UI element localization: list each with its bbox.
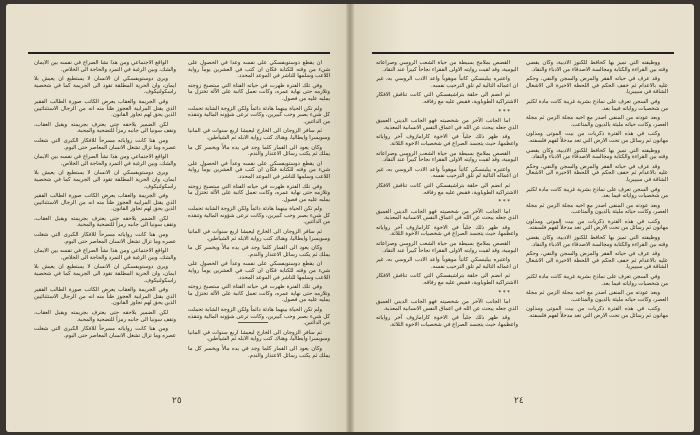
paragraph: ان يقطع دوستويفسكي على نفسه وعداً في الحصول على شيء من وقته للكتابة فكان ان كتب في العشرين يوماً رواية اللاعب وسلمها للناشر في الموعد المحدد. (188, 60, 330, 80)
paragraph: ويرى دوستويفسكي ان الانسان لا يستطيع ان يعيش بلا ايمان، وان الحرية المطلقة تقود الى الجريمة كما في شخصية راسكولنيكوف. (34, 76, 176, 96)
paragraph: وكتب في هذه الفترة ذكريات من بيت الموتى ومذلون مهانون ثم رسائل من تحت الارض التي تعد مدخلاً لفهم فلسفته. (526, 306, 668, 319)
paragraph: وفي السجن تعرف على نماذج بشرية غريبة كانت مادة لكثير من شخصيات رواياته فيما بعد. (526, 98, 668, 112)
paragraph: * * * (498, 108, 510, 115)
paragraph: ولم تكن الحياة بينهما هادئة دائماً ولكن الزوجة الشابة تحملت كل شيء بصبر وحب كبيرين، وكانت ترعى شؤونه المالية وتنقذه من الدائنين. (188, 206, 330, 226)
paragraph: وقد ظهر ذلك جلياً في الاخوة كارامازوف آخر رواياته واعظمها، حيث يتجسد الصراع في شخصيات الاخوة الثلاثة. (376, 224, 518, 238)
text-column (526, 60, 668, 390)
paragraph: وفي الجريمة والعقاب يعرض الكاتب صورة الطالب الفقير الذي يقتل المرابية العجوز ظناً منه انه من الرجال الاستثنائيين الذين يحق لهم تجاوز القانون. (34, 193, 176, 213)
paragraph: وقد عرف في حياته الفقر والمرض والسجن والنفي، وحكم عليه بالاعدام ثم خفف الحكم في اللحظة الاخيرة الى الاشغال الشاقة في سيبيريا. (526, 76, 668, 96)
right-page (354, 4, 694, 432)
paragraph: ويرى دوستويفسكي ان الانسان لا يستطيع ان يعيش بلا ايمان، وان الحرية المطلقة تقود الى الجريمة كما في شخصية راسكولنيكوف. (34, 170, 176, 190)
text-column (376, 60, 518, 390)
section-divider (238, 322, 268, 323)
paragraph: وقد عرف في حياته الفقر والمرض والسجن والنفي، وحكم عليه بالاعدام ثم خفف الحكم في اللحظة الاخيرة الى الاشغال الشاقة في سيبيريا. (526, 163, 668, 183)
paragraph: الواقع الاجتماعي ومن هذا نشأ الصراع في نفسه بين الايمان والشك، وبين الرغبة في التمرد والحاجة الى الخلاص. (34, 248, 176, 261)
text-column (34, 60, 176, 390)
paragraph: وقد ظهر ذلك جلياً في الاخوة كارامازوف آخر رواياته واعظمها، حيث يتجسد الصراع في شخصيات الاخوة الثلاثة. (376, 315, 518, 328)
paragraph: * * * (498, 289, 510, 296)
paragraph: ان يقطع دوستويفسكي على نفسه وعداً في الحصول على شيء من وقته للكتابة فكان ان كتب في العشرين يوماً رواية اللاعب وسلمها للناشر في الموعد المحدد. (188, 261, 330, 281)
paragraph: واعتبره بيلينسكي كاتباً موهوباً واعد الادب الروسي به، غير ان اعماله التالية لم تلق الترحيب نفسه. (376, 76, 518, 89)
paragraph: ووظيفته التي تميز بها كحافظ للكنوز الادبية، وكان يقضي وقته بين القراءة والكتابة ومجالسة الاصدقاء من الادباء والنقاد. (526, 235, 668, 248)
book-spread (6, 4, 694, 432)
paragraph: وقد ظهر ذلك جلياً في الاخوة كارامازوف آخر رواياته واعظمها، حيث يتجسد الصراع في شخصيات الاخوة الثلاثة. (376, 134, 518, 147)
paragraph: وفي السجن تعرف على نماذج بشرية غريبة كانت مادة لكثير من شخصيات رواياته فيما بعد. (526, 186, 668, 200)
paragraph: ووظيفته التي تميز بها كحافظ للكنوز الادبية، وكان يقضي وقته بين القراءة والكتابة ومجالسة الاصدقاء من الادباء والنقاد. (526, 60, 668, 73)
paragraph: ولم تكن الحياة بينهما هادئة دائماً ولكن الزوجة الشابة تحملت كل شيء بصبر وحب كبيرين، وكانت ترعى شؤونه المالية وتنقذه من الدائنين. (188, 105, 330, 125)
paragraph: وفي تلك الفترة ظهرت في حياته الفتاة التي ستصبح زوجته وتلازمه حتى نهاية عمره، وكانت تعمل كاتبة على الآلة تختزل ما يمليه عليه من فصول. (188, 183, 330, 203)
paragraph: وفي الجريمة والعقاب يعرض الكاتب صورة الطالب الفقير الذي يقتل المرابية العجوز ظناً منه انه من الرجال الاستثنائيين الذين يحق لهم تجاوز القانون. (34, 98, 176, 119)
paragraph: وقد عرف في حياته الفقر والمرض والسجن والنفي، وحكم عليه بالاعدام ثم خفف الحكم في اللحظة الاخيرة الى الاشغال الشاقة في سيبيريا. (526, 251, 668, 271)
paragraph: اما الجانب الآخر من شخصيته فهو الجانب الديني العميق الذي جعله يبحث عن الله في اعماق النفس الانسانية المعذبة. (376, 299, 518, 312)
top-rule (372, 52, 674, 54)
top-rule (28, 52, 330, 54)
left-page (6, 4, 346, 432)
paragraph: ان يقطع دوستويفسكي على نفسه وعداً في الحصول على شيء من وقته للكتابة فكان ان كتب في العشرين يوماً رواية اللاعب وسلمها للناشر في الموعد المحدد. (188, 160, 330, 180)
paragraph: ثم سافر الزوجان الى الخارج ليعيشا اربع سنوات في المانيا وسويسرا وايطاليا، وهناك كتب رواية الابله ثم الشياطين. (188, 229, 330, 242)
paragraph: وفي السجن تعرف على نماذج بشرية غريبة كانت مادة لكثير من شخصيات رواياته فيما بعد. (526, 274, 668, 287)
paragraph: ومن هنا كانت رواياته مسرحاً للافكار الكبرى التي شغلت عصره وما تزال تشغل الانسان المعاصر حتى اليوم. (34, 137, 176, 151)
paragraph: وفي تلك الفترة ظهرت في حياته الفتاة التي ستصبح زوجته وتلازمه حتى نهاية عمره، وكانت تعمل كاتبة على الآلة تختزل ما يمليه عليه من فصول. (188, 82, 330, 102)
paragraph: القصص بملامح بسيطة من حياة الشعب الروسي وصراعاته اليومية، وقد لقيت روايته الاولى الفقراء نجاحاً كبيراً عند النقاد. (376, 150, 518, 164)
paragraph: ثم سافر الزوجان الى الخارج ليعيشا اربع سنوات في المانيا وسويسرا وايطاليا، وهناك كتب رواية الابله ثم الشياطين. (188, 329, 330, 343)
paragraph: وكان يعود الى القمار كلما وجد في يده مالاً ويخسر كل ما يملك ثم يكتب رسائل الاعتذار والندم. (188, 345, 330, 359)
paragraph: وكتب في هذه الفترة ذكريات من بيت الموتى ومذلون مهانون ثم رسائل من تحت الارض التي تعد مدخلاً لفهم فلسفته. (526, 131, 668, 144)
paragraph: وكتب في هذه الفترة ذكريات من بيت الموتى ومذلون مهانون ثم رسائل من تحت الارض التي تعد مدخلاً لفهم فلسفته. (526, 218, 668, 232)
paragraph: ثم انضم الى حلقة بتراشيفسكي التي كانت تناقش الافكار الاشتراكية الطوباوية، فقبض عليه مع رفاقه. (376, 182, 518, 196)
paragraph: لكن الضمير يلاحقه حتى يعترف بجريمته ويقبل العقاب، وتقف سونيا الى جانبه رمزاً للتضحية والمحبة. (34, 310, 176, 323)
paragraph: واعتبره بيلينسكي كاتباً موهوباً واعد الادب الروسي به، غير ان اعماله التالية لم تلق الترحيب نفسه. (376, 257, 518, 270)
paragraph: الواقع الاجتماعي ومن هذا نشأ الصراع في نفسه بين الايمان والشك، وبين الرغبة في التمرد والحاجة الى الخلاص. (34, 60, 176, 73)
paragraph: اما الجانب الآخر من شخصيته فهو الجانب الديني العميق الذي جعله يبحث عن الله في اعماق النفس الانسانية المعذبة. (376, 208, 518, 222)
paragraph: وكان يعود الى القمار كلما وجد في يده مالاً ويخسر كل ما يملك ثم يكتب رسائل الاعتذار والندم. (188, 144, 330, 158)
gutter (346, 4, 354, 432)
paragraph: الواقع الاجتماعي ومن هذا نشأ الصراع في نفسه بين الايمان والشك، وبين الرغبة في التمرد والحاجة الى الخلاص. (34, 154, 176, 167)
paragraph: وبعد عودته من المنفى اصدر مع اخيه مجلة الزمن ثم مجلة العصر، وكانت حياته مليئة بالديون والمتاعب. (526, 290, 668, 303)
paragraph: * * * (498, 199, 510, 206)
paragraph: لكن الضمير يلاحقه حتى يعترف بجريمته ويقبل العقاب، وتقف سونيا الى جانبه رمزاً للتضحية والمحبة. (34, 215, 176, 229)
paragraph: واعتبره بيلينسكي كاتباً موهوباً واعد الادب الروسي به، غير ان اعماله التالية لم تلق الترحيب نفسه. (376, 166, 518, 180)
paragraph: وفي الجريمة والعقاب يعرض الكاتب صورة الطالب الفقير الذي يقتل المرابية العجوز ظناً منه انه من الرجال الاستثنائيين الذين يحق لهم تجاوز القانون. (34, 287, 176, 307)
page-number: ٢٤ (514, 396, 524, 406)
paragraph: وبعد عودته من المنفى اصدر مع اخيه مجلة الزمن ثم مجلة العصر، وكانت حياته مليئة بالديون والمتاعب. (526, 202, 668, 216)
paragraph: وكان يعود الى القمار كلما وجد في يده مالاً ويخسر كل ما يملك ثم يكتب رسائل الاعتذار والندم. (188, 245, 330, 258)
paragraph: القصص بملامح بسيطة من حياة الشعب الروسي وصراعاته اليومية، وقد لقيت روايته الاولى الفقراء نجاحاً كبيراً عند النقاد. (376, 60, 518, 73)
paragraph: ومن هنا كانت رواياته مسرحاً للافكار الكبرى التي شغلت عصره وما تزال تشغل الانسان المعاصر حتى اليوم. (34, 326, 176, 339)
paragraph: وفي تلك الفترة ظهرت في حياته الفتاة التي ستصبح زوجته وتلازمه حتى نهاية عمره، وكانت تعمل كاتبة على الآلة تختزل ما يمليه عليه من فصول. (188, 284, 330, 304)
paragraph: اما الجانب الآخر من شخصيته فهو الجانب الديني العميق الذي جعله يبحث عن الله في اعماق النفس الانسانية المعذبة. (376, 118, 518, 131)
paragraph: القصص بملامح بسيطة من حياة الشعب الروسي وصراعاته اليومية، وقد لقيت روايته الاولى الفقراء نجاحاً كبيراً عند النقاد. (376, 241, 518, 254)
paragraph: ثم انضم الى حلقة بتراشيفسكي التي كانت تناقش الافكار الاشتراكية الطوباوية، فقبض عليه مع رفاقه. (376, 92, 518, 105)
paragraph: لكن الضمير يلاحقه حتى يعترف بجريمته ويقبل العقاب، وتقف سونيا الى جانبه رمزاً للتضحية والمحبة. (34, 121, 176, 135)
paragraph: وبعد عودته من المنفى اصدر مع اخيه مجلة الزمن ثم مجلة العصر، وكانت حياته مليئة بالديون والمتاعب. (526, 115, 668, 128)
paragraph: ويرى دوستويفسكي ان الانسان لا يستطيع ان يعيش بلا ايمان، وان الحرية المطلقة تقود الى الجريمة كما في شخصية راسكولنيكوف. (34, 264, 176, 284)
text-column (188, 60, 330, 390)
page-number: ٢٥ (172, 396, 182, 406)
paragraph: ووظيفته التي تميز بها كحافظ للكنوز الادبية، وكان يقضي وقته بين القراءة والكتابة ومجالسة الاصدقاء من الادباء والنقاد. (526, 147, 668, 161)
paragraph: ومن هنا كانت رواياته مسرحاً للافكار الكبرى التي شغلت عصره وما تزال تشغل الانسان المعاصر حتى اليوم. (34, 232, 176, 245)
paragraph: ولم تكن الحياة بينهما هادئة دائماً ولكن الزوجة الشابة تحملت كل شيء بصبر وحب كبيرين، وكانت ترعى شؤونه المالية وتنقذه من الدائنين. (188, 307, 330, 327)
paragraph: ثم انضم الى حلقة بتراشيفسكي التي كانت تناقش الافكار الاشتراكية الطوباوية، فقبض عليه مع رفاقه. (376, 273, 518, 287)
paragraph: ثم سافر الزوجان الى الخارج ليعيشا اربع سنوات في المانيا وسويسرا وايطاليا، وهناك كتب رواية الابله ثم الشياطين. (188, 128, 330, 141)
